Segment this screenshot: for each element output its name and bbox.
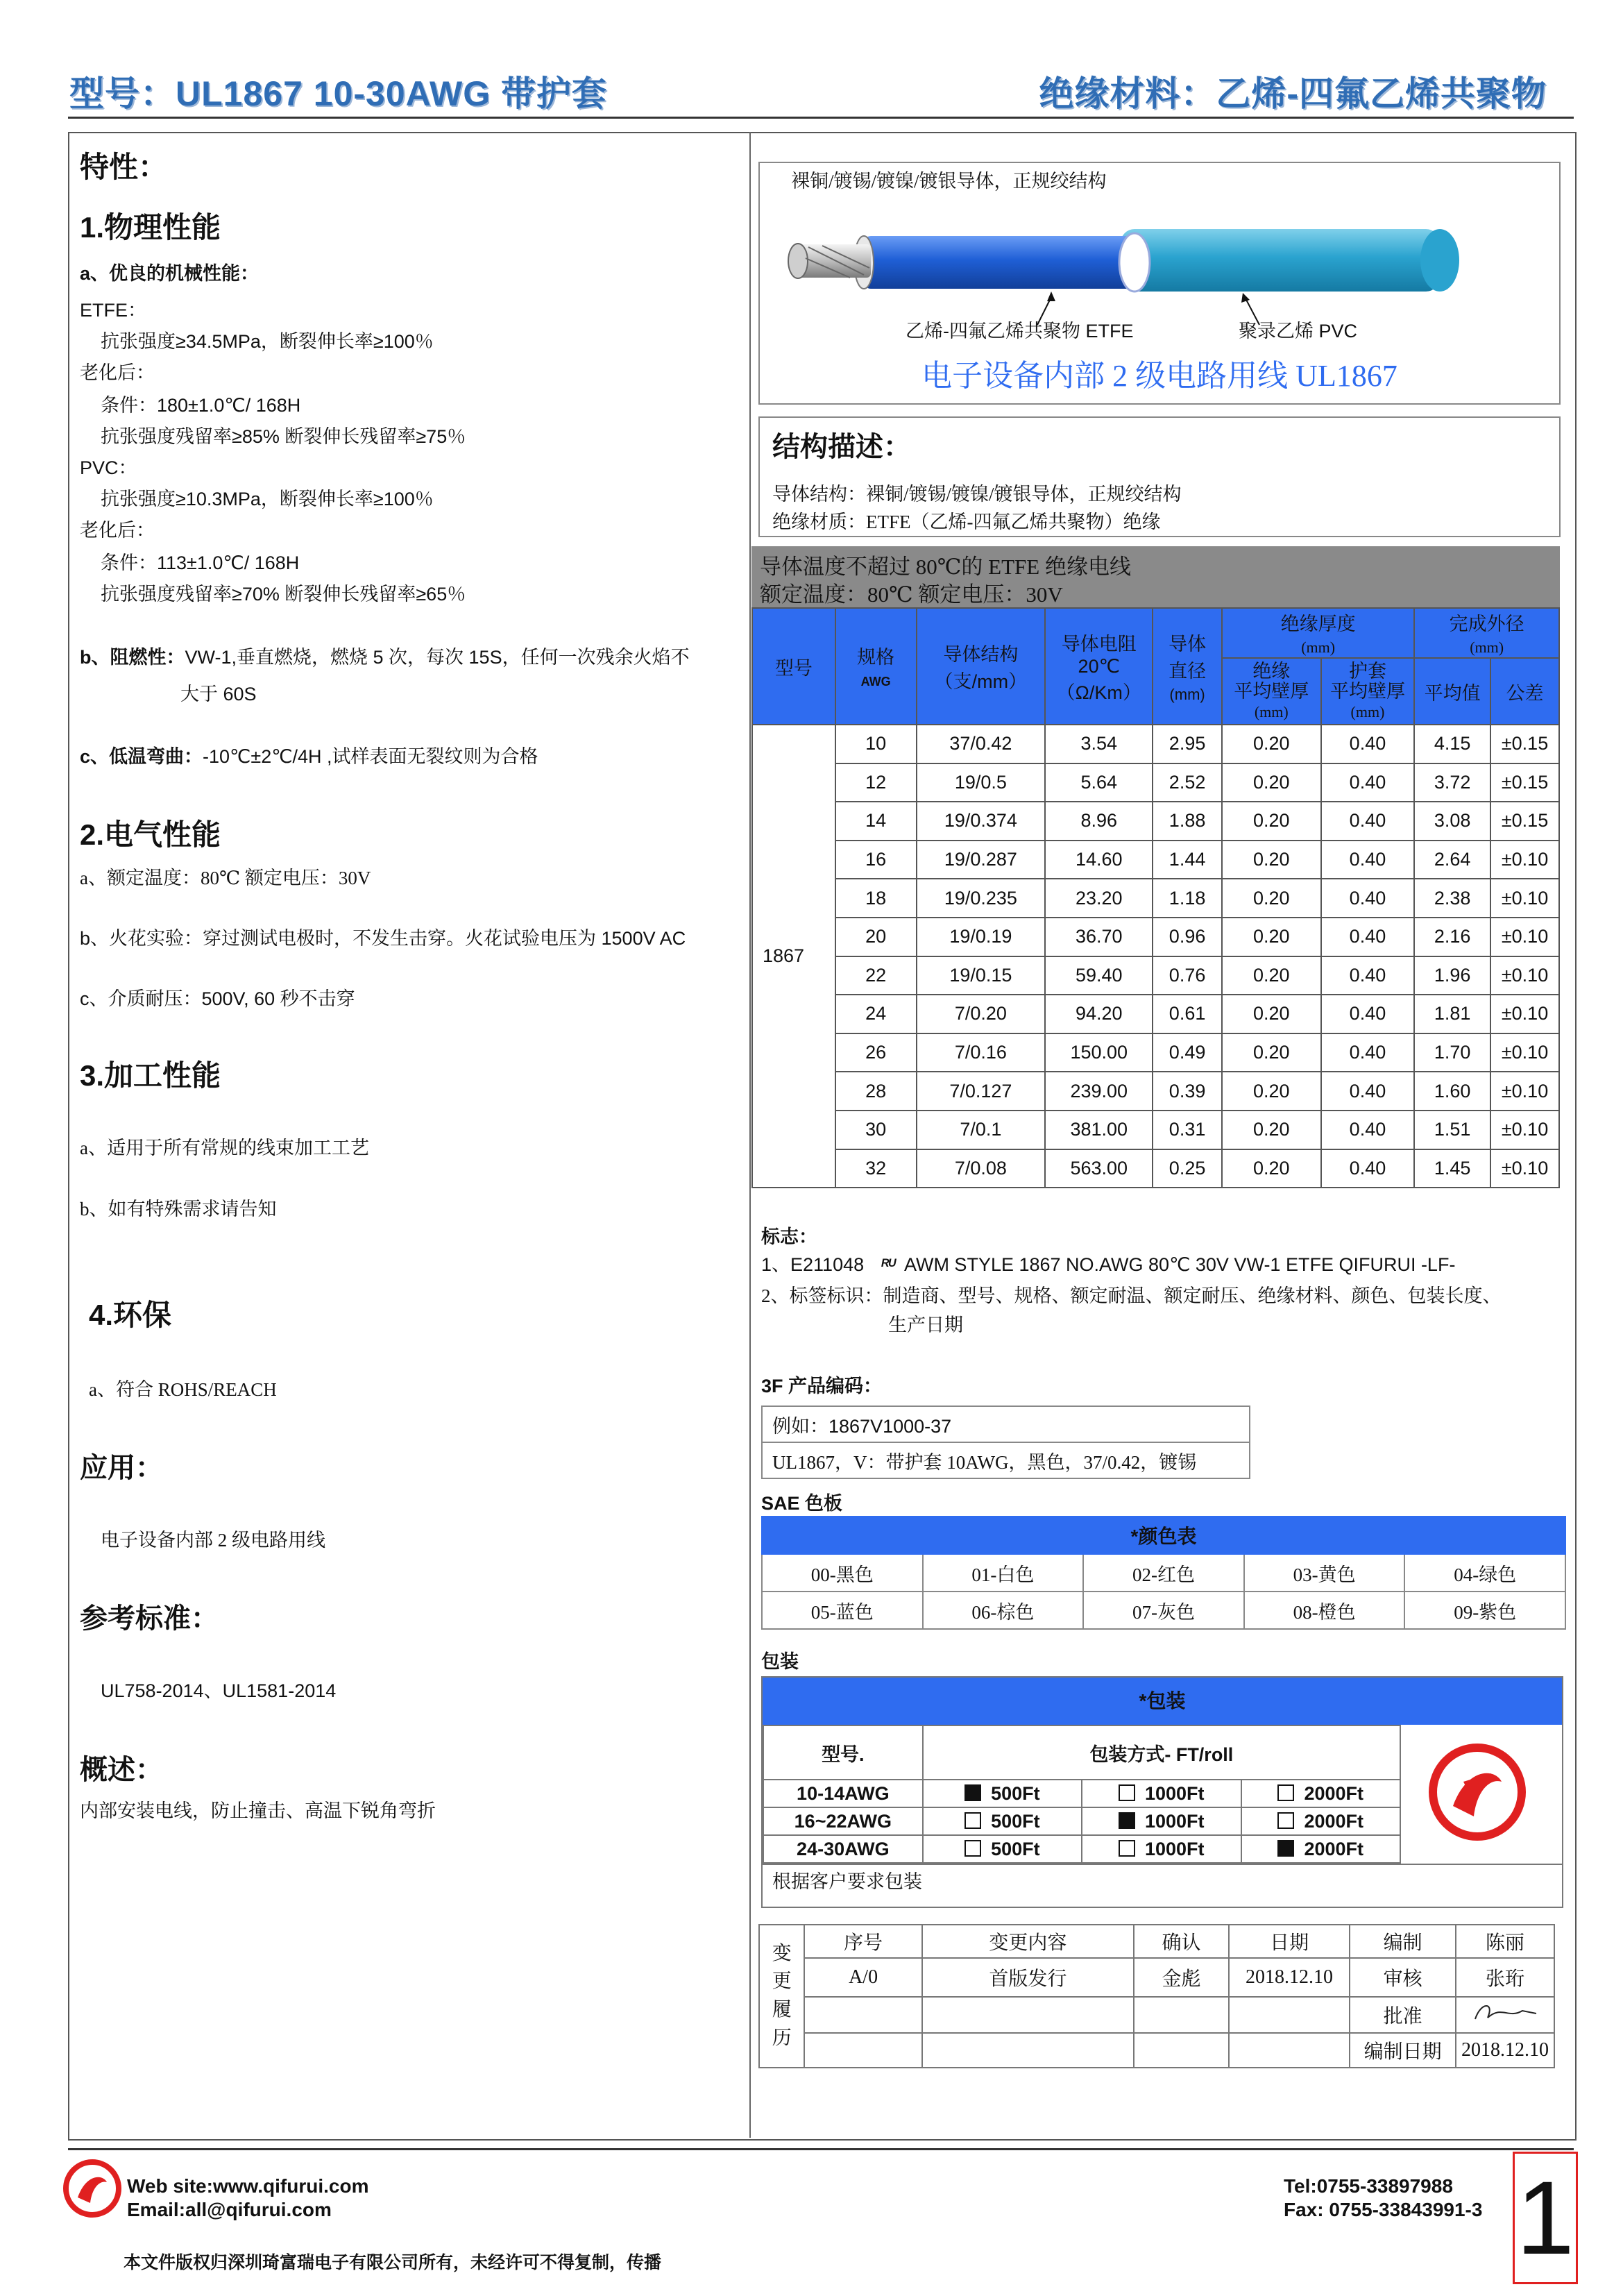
packaging-option: [1082, 1835, 1241, 1863]
spec-cell: ±0.10: [1490, 1072, 1559, 1111]
spec-cell: 7/0.1: [917, 1111, 1046, 1149]
spec-model-cell: 1867: [752, 725, 835, 1188]
spec-cell: 4.15: [1414, 725, 1490, 763]
phys-line: 老化后：: [80, 362, 155, 383]
spec-cell: 381.00: [1045, 1111, 1153, 1149]
flame-line: [80, 642, 690, 669]
spec-row: [752, 1149, 1559, 1188]
spec-row: [752, 995, 1559, 1033]
color-row: [762, 1554, 1565, 1592]
spec-cell: ±0.10: [1490, 1111, 1559, 1149]
packaging-option: [1241, 1807, 1401, 1835]
color-cell: 01-白色: [923, 1554, 1084, 1592]
spec-cell: 0.31: [1153, 1111, 1222, 1149]
spec-cell: ±0.10: [1490, 995, 1559, 1033]
color-heading: SAE 色板: [761, 1493, 843, 1514]
footer-website[interactable]: Web site:www.qifurui.com: [127, 2175, 369, 2197]
packaging-col-method: 包装方式- FT/roll: [923, 1725, 1400, 1780]
spec-cell: 23.20: [1045, 879, 1153, 918]
spec-row: [752, 1111, 1559, 1149]
spec-row: [752, 763, 1559, 802]
spec-cell: 0.20: [1222, 879, 1321, 918]
spec-cell: 24: [835, 995, 917, 1033]
packaging-option-label: 1000Ft: [1144, 1838, 1205, 1859]
spec-cell: ±0.15: [1490, 802, 1559, 841]
footer-tel: Tel:0755-33897988: [1284, 2175, 1453, 2197]
product-code-explain: UL1867，V：带护套 10AWG，黑色，37/0.42，镀锡: [762, 1442, 1250, 1478]
spec-cell: 1.18: [1153, 879, 1222, 918]
diagram-caption: 电子设备内部 2 级电路用线 UL1867: [921, 359, 1397, 393]
spec-row: [752, 1072, 1559, 1111]
structure-box: [758, 416, 1561, 537]
history-table: [758, 1924, 1555, 2068]
packaging-option: [1082, 1807, 1241, 1835]
history-h-confirm: 确认: [1134, 1925, 1228, 1958]
packaging-row: [763, 1835, 1400, 1863]
spec-cell: 0.40: [1321, 725, 1415, 763]
packaging-option-label: 2000Ft: [1304, 1782, 1364, 1804]
unchecked-box-icon: [1119, 1784, 1135, 1801]
unchecked-box-icon: [1277, 1812, 1294, 1829]
header-rule: [68, 117, 1574, 119]
spec-cell: 1.51: [1414, 1111, 1490, 1149]
conductor-shape: [788, 244, 871, 278]
marking-print: AWM STYLE 1867 NO.AWG 80℃ 30V VW-1 ETFE QIFURUI -LF-: [903, 1254, 1456, 1275]
spec-cell: 3.54: [1045, 725, 1153, 763]
spec-cell: 0.40: [1321, 841, 1415, 879]
spec-row: [752, 1033, 1559, 1072]
spec-cell: 2.38: [1414, 879, 1490, 918]
spec-cell: 1.81: [1414, 995, 1490, 1033]
features-heading: 特性：: [80, 151, 168, 183]
th-od-avg: 平均值: [1414, 658, 1490, 725]
color-cell: 06-棕色: [923, 1592, 1084, 1629]
history-review-label: 审核: [1350, 1958, 1456, 1997]
packaging-col-model: 型号.: [763, 1725, 923, 1780]
spec-row: [752, 725, 1559, 763]
history-h-date: 日期: [1229, 1925, 1350, 1958]
spec-cell: 19/0.235: [917, 879, 1046, 918]
processing-b: b、如有特殊需求请告知: [80, 1199, 277, 1219]
spec-cell: 0.20: [1222, 763, 1321, 802]
model-title: 型号：UL1867 10-30AWG 带护套: [69, 74, 607, 113]
cold-bend-label: c、低温弯曲：: [80, 746, 203, 767]
column-divider: [749, 132, 751, 2138]
cold-bend-text: -10℃±2℃/4H ,试样表面无裂纹则为合格: [203, 746, 538, 767]
spec-row: [752, 918, 1559, 956]
packaging-option-label: 2000Ft: [1304, 1810, 1364, 1832]
checked-box-icon: [965, 1784, 981, 1801]
footer-logo: [61, 2157, 124, 2220]
color-cell: 03-黄色: [1244, 1554, 1405, 1592]
color-cell: 00-黑色: [762, 1554, 923, 1592]
phys-line: 抗张强度≥34.5MPa，断裂伸长率≥100％: [101, 331, 434, 352]
spec-cell: 1.70: [1414, 1033, 1490, 1072]
unchecked-box-icon: [1119, 1840, 1135, 1857]
spec-cell: 37/0.42: [917, 725, 1046, 763]
spec-cell: 0.20: [1222, 1033, 1321, 1072]
mechanical-title: a、优良的机械性能：: [80, 263, 260, 284]
processing-a: a、适用于所有常规的线束加工工艺: [80, 1138, 369, 1158]
spec-cell: 2.64: [1414, 841, 1490, 879]
structure-line1: 导体结构：裸铜/镀锡/镀镍/镀银导体，正规绞结构: [772, 484, 1182, 505]
spec-cell: 7/0.08: [917, 1149, 1046, 1188]
packaging-option: [923, 1835, 1082, 1863]
packaging-model: 10-14AWG: [763, 1780, 923, 1807]
phys-line: 条件：113±1.0℃/ 168H: [101, 552, 300, 573]
packaging-option: [923, 1807, 1082, 1835]
spec-cell: 10: [835, 725, 917, 763]
jacket-shape: [1121, 229, 1459, 292]
packaging-option-label: 500Ft: [991, 1810, 1040, 1832]
th-jacket-avg: 护套 平均壁厚 (mm): [1321, 658, 1415, 725]
spec-cell: 0.40: [1321, 1111, 1415, 1149]
wire-illustration: [760, 194, 1559, 333]
history-change: 首版发行: [922, 1958, 1135, 1997]
th-structure: 导体结构 （支/mm）: [917, 608, 1046, 725]
spec-cell: 0.20: [1222, 841, 1321, 879]
spec-cell: 0.20: [1222, 1149, 1321, 1188]
history-approve-label: 批准: [1350, 1997, 1456, 2033]
history-h-change: 变更内容: [922, 1925, 1135, 1958]
spec-cell: ±0.15: [1490, 725, 1559, 763]
spec-cell: 1.44: [1153, 841, 1222, 879]
footer-fax: Fax: 0755-33843991-3: [1284, 2199, 1483, 2220]
spec-cell: 2.52: [1153, 763, 1222, 802]
th-gauge: 规格 AWG: [835, 608, 917, 725]
packaging-option-label: 2000Ft: [1304, 1838, 1364, 1859]
spec-cell: ±0.10: [1490, 1149, 1559, 1188]
spec-cell: 22: [835, 956, 917, 995]
spec-cell: 28: [835, 1072, 917, 1111]
company-logo: [1425, 1740, 1529, 1844]
spec-cell: 0.40: [1321, 1149, 1415, 1188]
spec-cell: 0.40: [1321, 1072, 1415, 1111]
history-no: A/0: [804, 1958, 921, 1997]
spec-cell: 7/0.16: [917, 1033, 1046, 1072]
page-number: 1: [1516, 2159, 1574, 2276]
spec-cell: 3.72: [1414, 763, 1490, 802]
packaging-option: [1241, 1835, 1401, 1863]
env-heading: 4.环保: [89, 1299, 172, 1331]
spec-cell: 19/0.19: [917, 918, 1046, 956]
history-edit-date-label: 编制日期: [1350, 2033, 1456, 2068]
approver-signature: [1456, 1997, 1554, 2033]
th-thickness: 绝缘厚度 (mm): [1222, 608, 1414, 658]
history-h-no: 序号: [804, 1925, 921, 1958]
flame-text-2: 大于 60S: [180, 684, 257, 704]
spec-cell: 0.40: [1321, 1033, 1415, 1072]
spec-cell: 0.20: [1222, 995, 1321, 1033]
color-table: [761, 1516, 1566, 1630]
phys-line: PVC：: [80, 457, 137, 478]
packaging-title: *包装: [763, 1678, 1562, 1725]
packaging-block: [761, 1676, 1563, 1908]
th-model: 型号: [752, 608, 835, 725]
checked-box-icon: [1277, 1840, 1294, 1857]
spec-cell: 19/0.374: [917, 802, 1046, 841]
spec-cell: 150.00: [1045, 1033, 1153, 1072]
spec-cell: 0.20: [1222, 1072, 1321, 1111]
color-cell: 09-紫色: [1404, 1592, 1565, 1629]
spec-cell: 12: [835, 763, 917, 802]
packaging-model: 24-30AWG: [763, 1835, 923, 1863]
spec-cell: ±0.10: [1490, 841, 1559, 879]
spec-row: [752, 879, 1559, 918]
footer-email[interactable]: Email:all@qifurui.com: [127, 2199, 332, 2220]
standards-text: UL758-2014、UL1581-2014: [101, 1680, 337, 1701]
th-od-tol: 公差: [1490, 658, 1559, 725]
spec-cell: 0.40: [1321, 763, 1415, 802]
application-text: 电子设备内部 2 级电路用线: [101, 1530, 325, 1551]
packaging-option-label: 1000Ft: [1144, 1810, 1205, 1832]
spec-cell: 1.88: [1153, 802, 1222, 841]
spec-cell: 14: [835, 802, 917, 841]
electrical-heading: 2.电气性能: [80, 818, 221, 851]
insulation-shape: [854, 233, 1150, 292]
spec-cell: 0.20: [1222, 918, 1321, 956]
packaging-option: [923, 1780, 1082, 1807]
spec-cell: 0.61: [1153, 995, 1222, 1033]
packaging-option-label: 500Ft: [991, 1838, 1040, 1859]
application-heading: 应用：: [80, 1453, 163, 1483]
processing-heading: 3.加工性能: [80, 1059, 221, 1092]
footer-rule: [68, 2148, 1574, 2150]
history-h-edit: 编制: [1350, 1925, 1456, 1958]
spec-cell: 0.20: [1222, 802, 1321, 841]
spec-cell: 1.60: [1414, 1072, 1490, 1111]
spec-cell: 1.45: [1414, 1149, 1490, 1188]
overview-text: 内部安装电线，防止撞击、高温下锐角弯折: [80, 1800, 436, 1821]
spec-banner: [751, 546, 1560, 607]
th-resistance: 导体电阻 20℃ （Ω/Km）: [1045, 608, 1153, 725]
spec-cell: 7/0.127: [917, 1072, 1046, 1111]
history-confirm: 金彪: [1134, 1958, 1228, 1997]
spec-cell: 0.40: [1321, 879, 1415, 918]
spec-cell: 0.20: [1222, 1111, 1321, 1149]
spec-cell: 0.39: [1153, 1072, 1222, 1111]
marking-heading: 标志：: [761, 1226, 817, 1247]
spec-cell: ±0.15: [1490, 763, 1559, 802]
spec-cell: 563.00: [1045, 1149, 1153, 1188]
electrical-a: a、额定温度：80℃ 额定电压：30V: [80, 868, 371, 888]
spec-cell: 8.96: [1045, 802, 1153, 841]
packaging-table: [763, 1725, 1401, 1864]
packaging-option: [1241, 1780, 1401, 1807]
cold-bend-line: [80, 741, 538, 768]
spec-cell: 2.16: [1414, 918, 1490, 956]
th-od: 完成外径 (mm): [1414, 608, 1559, 658]
spec-cell: 59.40: [1045, 956, 1153, 995]
spec-header-row: [752, 608, 1559, 658]
packaging-row: [763, 1780, 1400, 1807]
wire-diagram-box: [758, 162, 1561, 405]
spec-cell: 0.20: [1222, 956, 1321, 995]
marking-line1: [761, 1249, 1455, 1276]
color-cell: 02-红色: [1083, 1554, 1244, 1592]
env-a: a、符合 ROHS/REACH: [89, 1379, 277, 1400]
marking-file-no: 1、E211048: [761, 1254, 865, 1275]
footer-copyright: 本文件版权归深圳琦富瑞电子有限公司所有，未经许可不得复制，传播: [124, 2253, 662, 2272]
structure-line2: 绝缘材质：ETFE（乙烯-四氟乙烯共聚物）绝缘: [772, 512, 1161, 532]
packaging-heading: 包装: [761, 1651, 799, 1672]
spec-cell: 16: [835, 841, 917, 879]
color-cell: 07-灰色: [1083, 1592, 1244, 1629]
checked-box-icon: [1119, 1812, 1135, 1829]
insulation-label: 乙烯-四氟乙烯共聚物 ETFE: [906, 321, 1134, 341]
spec-cell: 239.00: [1045, 1072, 1153, 1111]
product-code-table: [761, 1406, 1250, 1479]
spec-cell: ±0.10: [1490, 956, 1559, 995]
spec-banner-line1: 导体温度不超过 80℃的 ETFE 绝缘电线: [760, 555, 1131, 579]
color-cell: 04-绿色: [1404, 1554, 1565, 1592]
packaging-option-label: 1000Ft: [1144, 1782, 1205, 1804]
spec-cell: 20: [835, 918, 917, 956]
spec-cell: 19/0.15: [917, 956, 1046, 995]
spec-cell: 30: [835, 1111, 917, 1149]
spec-cell: 1.96: [1414, 956, 1490, 995]
spec-row: [752, 802, 1559, 841]
flame-text: VW-1,垂直燃烧，燃烧 5 次，每次 15S，任何一次残余火焰不: [185, 647, 690, 668]
color-cell: 08-橙色: [1244, 1592, 1405, 1629]
phys-line: ETFE：: [80, 300, 147, 321]
conductor-label: 裸铜/镀锡/镀镍/镀银导体，正规绞结构: [791, 171, 1107, 192]
electrical-b: b、火花实验：穿过测试电极时，不发生击穿。火花试验电压为 1500V AC: [80, 928, 686, 949]
spec-cell: 32: [835, 1149, 917, 1188]
jacket-label: 聚录乙烯 PVC: [1239, 321, 1358, 341]
phys-line: 抗张强度残留率≥85% 断裂伸长残留率≥75％: [101, 426, 466, 447]
spec-table: [751, 607, 1560, 1188]
spec-cell: 18: [835, 879, 917, 918]
phys-line: 条件：180±1.0℃/ 168H: [101, 395, 301, 416]
spec-cell: 0.40: [1321, 918, 1415, 956]
flame-label: b、阻燃性：: [80, 647, 185, 668]
unchecked-box-icon: [965, 1840, 981, 1857]
spec-row: [752, 956, 1559, 995]
packaging-model: 16~22AWG: [763, 1807, 923, 1835]
phys-line: 抗张强度残留率≥70% 断裂伸长残留率≥65％: [101, 584, 466, 605]
physical-heading: 1.物理性能: [80, 211, 221, 244]
spec-cell: 0.40: [1321, 956, 1415, 995]
spec-cell: 36.70: [1045, 918, 1153, 956]
spec-cell: 94.20: [1045, 995, 1153, 1033]
color-row: [762, 1592, 1565, 1629]
spec-cell: 14.60: [1045, 841, 1153, 879]
spec-cell: 7/0.20: [917, 995, 1046, 1033]
color-cell: 05-蓝色: [762, 1592, 923, 1629]
spec-cell: 19/0.5: [917, 763, 1046, 802]
spec-cell: 26: [835, 1033, 917, 1072]
product-code-example: 例如：1867V1000-37: [762, 1406, 1250, 1442]
th-diameter: 导体 直径 (mm): [1153, 608, 1222, 725]
history-side-label: 变 更 履 历: [759, 1925, 804, 2068]
th-ins-avg: 绝缘 平均壁厚 (mm): [1222, 658, 1321, 725]
spec-cell: 0.49: [1153, 1033, 1222, 1072]
history-editor: 陈丽: [1456, 1925, 1554, 1958]
phys-line: 抗张强度≥10.3MPa，断裂伸长率≥100％: [101, 489, 434, 509]
packaging-option-label: 500Ft: [991, 1782, 1040, 1804]
spec-cell: ±0.10: [1490, 879, 1559, 918]
spec-cell: ±0.10: [1490, 918, 1559, 956]
ur-mark-icon: ᴿᵁ: [880, 1256, 894, 1275]
phys-line: 老化后：: [80, 520, 155, 541]
overview-heading: 概述：: [80, 1755, 163, 1785]
spec-cell: ±0.10: [1490, 1033, 1559, 1072]
spec-cell: 0.40: [1321, 802, 1415, 841]
spec-cell: 0.25: [1153, 1149, 1222, 1188]
electrical-c: c、介质耐压：500V, 60 秒不击穿: [80, 988, 355, 1009]
spec-cell: 19/0.287: [917, 841, 1046, 879]
page-number-box: [1513, 2152, 1578, 2284]
spec-cell: 0.96: [1153, 918, 1222, 956]
color-table-title: *颜色表: [762, 1517, 1565, 1554]
spec-cell: 2.95: [1153, 725, 1222, 763]
history-edit-date: 2018.12.10: [1456, 2033, 1554, 2068]
spec-row: [752, 841, 1559, 879]
marking-line2b: 生产日期: [888, 1315, 963, 1335]
spec-banner-line2: 额定温度：80℃ 额定电压：30V: [760, 582, 1063, 607]
packaging-row: [763, 1807, 1400, 1835]
history-reviewer: 张珩: [1456, 1958, 1554, 1997]
standards-heading: 参考标准：: [80, 1603, 219, 1634]
spec-cell: 0.40: [1321, 995, 1415, 1033]
spec-cell: 5.64: [1045, 763, 1153, 802]
spec-cell: 0.20: [1222, 725, 1321, 763]
history-date: 2018.12.10: [1229, 1958, 1350, 1997]
unchecked-box-icon: [965, 1812, 981, 1829]
material-title: 绝缘材料：乙烯-四氟乙烯共聚物: [1039, 74, 1547, 113]
packaging-option: [1082, 1780, 1241, 1807]
spec-cell: 3.08: [1414, 802, 1490, 841]
packaging-note: 根据客户要求包装: [772, 1871, 922, 1892]
structure-heading: 结构描述：: [772, 432, 911, 462]
spec-cell: 0.76: [1153, 956, 1222, 995]
unchecked-box-icon: [1277, 1784, 1294, 1801]
marking-line2: 2、标签标识：制造商、型号、规格、额定耐温、额定耐压、绝缘材料、颜色、包装长度、: [761, 1285, 1502, 1306]
product-code-heading: 3F 产品编码：: [761, 1376, 883, 1396]
